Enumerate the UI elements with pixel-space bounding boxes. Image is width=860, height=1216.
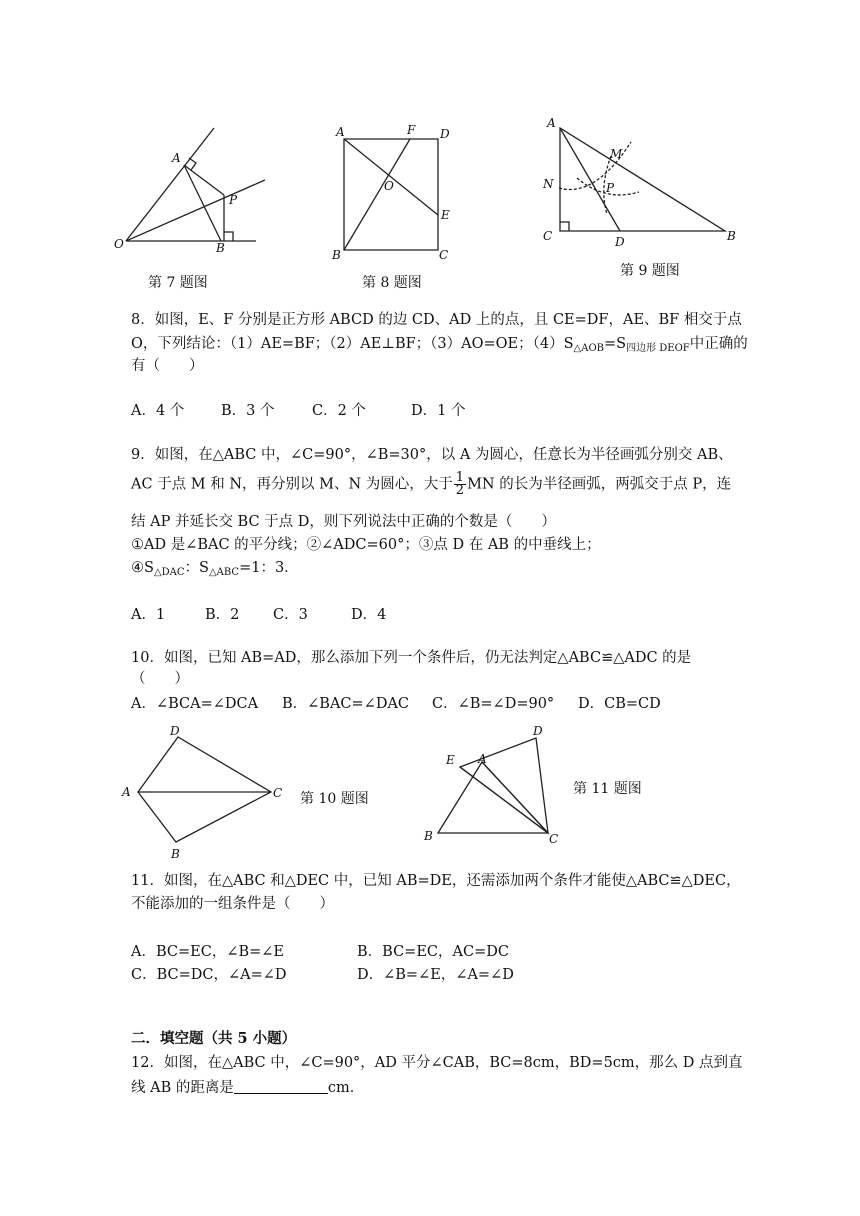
- q11-option-d: D．∠B=∠E，∠A=∠D: [357, 967, 514, 983]
- q9-option-b: B．2: [205, 607, 240, 623]
- fig9-caption: 第 9 题图: [620, 263, 680, 279]
- label-p: P: [229, 193, 238, 207]
- fig10-caption: 第 10 题图: [300, 791, 369, 807]
- label-e: E: [441, 208, 450, 222]
- label-c: C: [439, 248, 449, 262]
- q8-option-d: D．1 个: [411, 403, 466, 419]
- q9-line5: $④S_{\triangle DAC}$：$S_{\triangle ABC}=1$：3．: [131, 560, 299, 578]
- seg-ab: [184, 165, 221, 241]
- seg-ae: [344, 139, 438, 215]
- q10-line2: （ ）: [131, 671, 189, 687]
- square-abcd: [344, 139, 438, 250]
- seg-ap: [184, 165, 224, 195]
- label-c: C: [543, 229, 553, 243]
- q9-line3: 结 AP 并延长交 BC 于点 D，则下列说法中正确的个数是（ ）: [131, 514, 556, 530]
- fig7-caption: 第 7 题图: [148, 275, 208, 291]
- quad-abcd: [138, 737, 271, 842]
- fig8-caption: 第 8 题图: [362, 275, 422, 291]
- label-b: B: [171, 847, 180, 861]
- label-b: B: [332, 248, 341, 262]
- q12-line1: 12．如图，在△ABC 中，∠C=90°，AD 平分∠CAB，BC=8cm，BD=5cm，那么 D 点到直: [131, 1055, 743, 1071]
- q9-option-d: D．4: [351, 607, 387, 623]
- triangle-abc: [560, 128, 725, 231]
- label-c: C: [549, 832, 559, 846]
- seg-ec: [460, 767, 548, 833]
- label-b: B: [424, 829, 433, 843]
- figure-7: [110, 120, 280, 260]
- q10-option-c: C．∠B=∠D=90°: [432, 696, 555, 712]
- label-n: N: [543, 177, 554, 191]
- answer-blank[interactable]: [234, 1079, 328, 1094]
- label-b: B: [216, 241, 225, 255]
- label-d: D: [170, 724, 180, 738]
- label-f: F: [407, 123, 416, 137]
- label-o: O: [384, 179, 394, 193]
- q8-option-b: B．3 个: [221, 403, 275, 419]
- seg-bf: [344, 139, 410, 250]
- q10-option-a: A．∠BCA=∠DCA: [131, 696, 259, 712]
- q11-line2: 不能添加的一组条件是（ ）: [131, 896, 334, 912]
- figure-8: [330, 122, 460, 262]
- q8-line2: O，下列结论：（1）AE=BF；（2）AE⊥BF；（3）AO=OE；$(4)S_{\triangle AOB}=S_{四边形 DEOF}$中正确的: [131, 336, 748, 354]
- figure-11: [418, 718, 578, 848]
- q8-line3: 有（ ）: [131, 358, 204, 374]
- q8-option-c: C．2 个: [312, 403, 366, 419]
- figure-9: [535, 112, 745, 252]
- q10-option-d: D．CB=CD: [578, 696, 661, 712]
- label-d: D: [440, 127, 450, 141]
- figure-10: [118, 722, 298, 862]
- label-a: A: [172, 151, 181, 165]
- label-o: O: [114, 237, 124, 251]
- q9-line1: 9．如图，在△ABC 中，∠C=90°，∠B=30°，以 A 为圆心，任意长为半径画弧分别交 AB、: [131, 447, 733, 463]
- label-c: C: [273, 786, 283, 800]
- q11-option-b: B．BC=EC，AC=DC: [357, 944, 509, 960]
- q11-option-c: C．BC=DC，∠A=∠D: [131, 967, 287, 983]
- right-angle-c: [560, 222, 569, 231]
- q12-line2: 线 AB 的距离是 cm．: [131, 1080, 365, 1096]
- label-e: E: [446, 753, 455, 767]
- ray-oa: [126, 128, 214, 241]
- q10-option-b: B．∠BAC=∠DAC: [282, 696, 410, 712]
- label-d: D: [533, 724, 543, 738]
- q8-line1: 8．如图，E、F 分别是正方形 ABCD 的边 CD、AD 上的点，且 CE=DF，AE、BF 相交于点: [131, 312, 742, 328]
- q8-option-a: A．4 个: [131, 403, 185, 419]
- q9-option-c: C．3: [273, 607, 308, 623]
- q11-line1: 11．如图，在△ABC 和△DEC 中，已知 AB=DE，还需添加两个条件才能使△ABC≌△DEC，: [131, 873, 741, 889]
- fraction-one-half: $\frac{1}{2}$: [455, 470, 465, 498]
- label-p: P: [606, 181, 615, 195]
- label-a: A: [478, 752, 487, 766]
- label-b: B: [727, 229, 736, 243]
- q11-option-a: A．BC=EC，∠B=∠E: [131, 944, 285, 960]
- section-heading: 二．填空题（共 5 小题）: [131, 1030, 297, 1047]
- label-a: A: [547, 116, 556, 130]
- right-angle-b: [224, 232, 233, 241]
- seg-ac: [482, 762, 548, 833]
- label-a: A: [122, 785, 131, 799]
- seg-ad: [560, 128, 620, 231]
- q9-line4: ①AD 是∠BAC 的平分线；②∠ADC=60°；③点 D 在 AB 的中垂线上；: [131, 537, 601, 553]
- triangle-abc: [438, 762, 548, 833]
- label-d: D: [615, 235, 625, 249]
- label-a: A: [336, 125, 345, 139]
- q9-option-a: A．1: [131, 607, 166, 623]
- q10-line1: 10．如图，已知 AB=AD，那么添加下列一个条件后，仍无法判定△ABC≌△ADC 的是: [131, 650, 692, 666]
- q9-line2: AC 于点 M 和 N，再分别以 M、N 为圆心，大于 $\frac{1}{2}$ MN 的长为半径画弧，两弧交于点 P，连: [131, 470, 732, 498]
- label-m: M: [610, 147, 623, 161]
- fig11-caption: 第 11 题图: [573, 781, 642, 797]
